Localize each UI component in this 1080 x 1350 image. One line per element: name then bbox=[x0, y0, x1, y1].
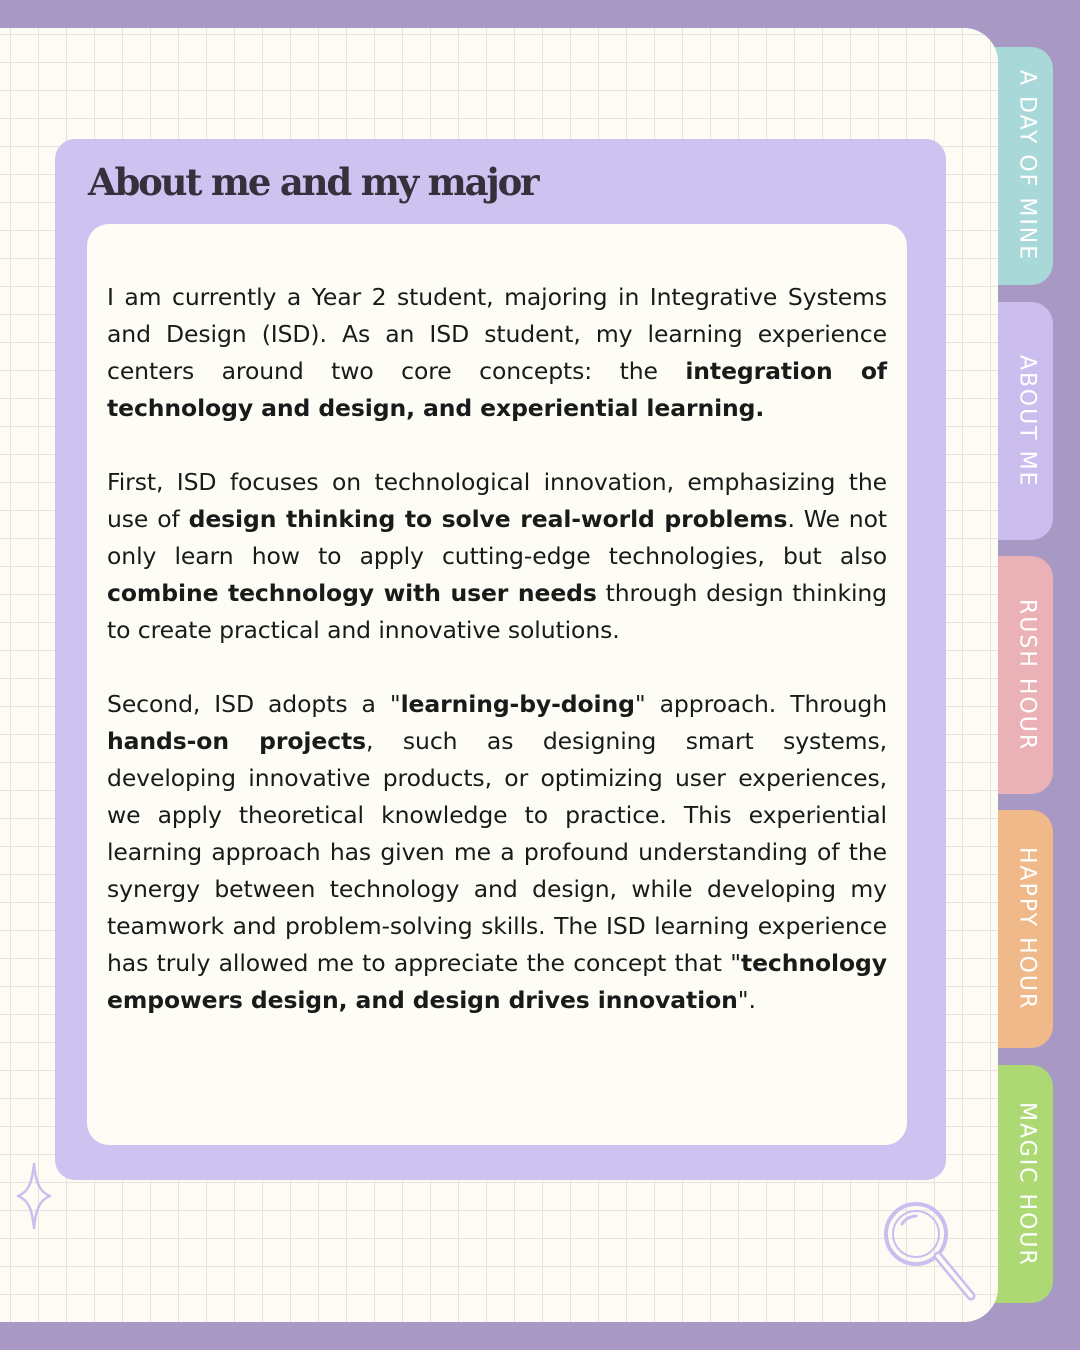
tab-label: RUSH HOUR bbox=[1014, 598, 1040, 752]
bold-text: combine technology with user needs bbox=[107, 579, 597, 607]
paragraph bbox=[107, 279, 887, 427]
magnifier-icon bbox=[880, 1198, 980, 1308]
paragraph bbox=[107, 686, 887, 1019]
about-card bbox=[55, 139, 946, 1180]
tab-a-day-of-mine[interactable] bbox=[990, 47, 1053, 285]
text-run: through design thinking to create practical and innovative solutions. bbox=[107, 579, 887, 644]
bold-text: integration of technology and design, and experiential learning. bbox=[107, 357, 887, 422]
tab-about-me[interactable] bbox=[990, 302, 1053, 540]
tab-happy-hour[interactable] bbox=[990, 810, 1053, 1048]
bold-text: design thinking to solve real-world problems bbox=[188, 505, 788, 533]
text-run: Second, ISD adopts a " bbox=[107, 690, 401, 718]
card-title: About me and my major bbox=[88, 160, 538, 204]
tab-label: ABOUT ME bbox=[1014, 354, 1040, 488]
sparkle-icon bbox=[14, 1160, 54, 1232]
text-run: ". bbox=[737, 986, 756, 1014]
text-run: First, ISD focuses on technological innovation, emphasizing the use of bbox=[107, 468, 887, 533]
card-body bbox=[87, 224, 907, 1145]
text-run: . We not only learn how to apply cutting-edge technologies, but also bbox=[107, 505, 887, 570]
text-run: , such as designing smart systems, developing innovative products, or optimizing user experiences, we apply theoretical knowledge to practice. This experiential learning approach has given me a profound understanding of the synergy between technology and design, while developing my teamwork and problem-solving skills. The ISD learning experience has truly allowed me to appreciate the concept that " bbox=[107, 727, 887, 977]
text-run: " approach. Through bbox=[634, 690, 887, 718]
paragraph bbox=[107, 464, 887, 649]
tab-magic-hour[interactable] bbox=[990, 1065, 1053, 1303]
bold-text: learning-by-doing bbox=[400, 690, 635, 718]
tab-rush-hour[interactable] bbox=[990, 556, 1053, 794]
bold-text: hands-on projects bbox=[107, 727, 367, 755]
tab-label: HAPPY HOUR bbox=[1014, 847, 1040, 1011]
text-run: I am currently a Year 2 student, majoring in Integrative Systems and Design (ISD). As an ISD student, my learning experience centers around two core concepts: the bbox=[107, 283, 887, 385]
tab-label: A DAY OF MINE bbox=[1014, 70, 1040, 262]
bold-text: technology empowers design, and design drives innovation bbox=[107, 949, 887, 1014]
tab-label: MAGIC HOUR bbox=[1014, 1101, 1040, 1267]
